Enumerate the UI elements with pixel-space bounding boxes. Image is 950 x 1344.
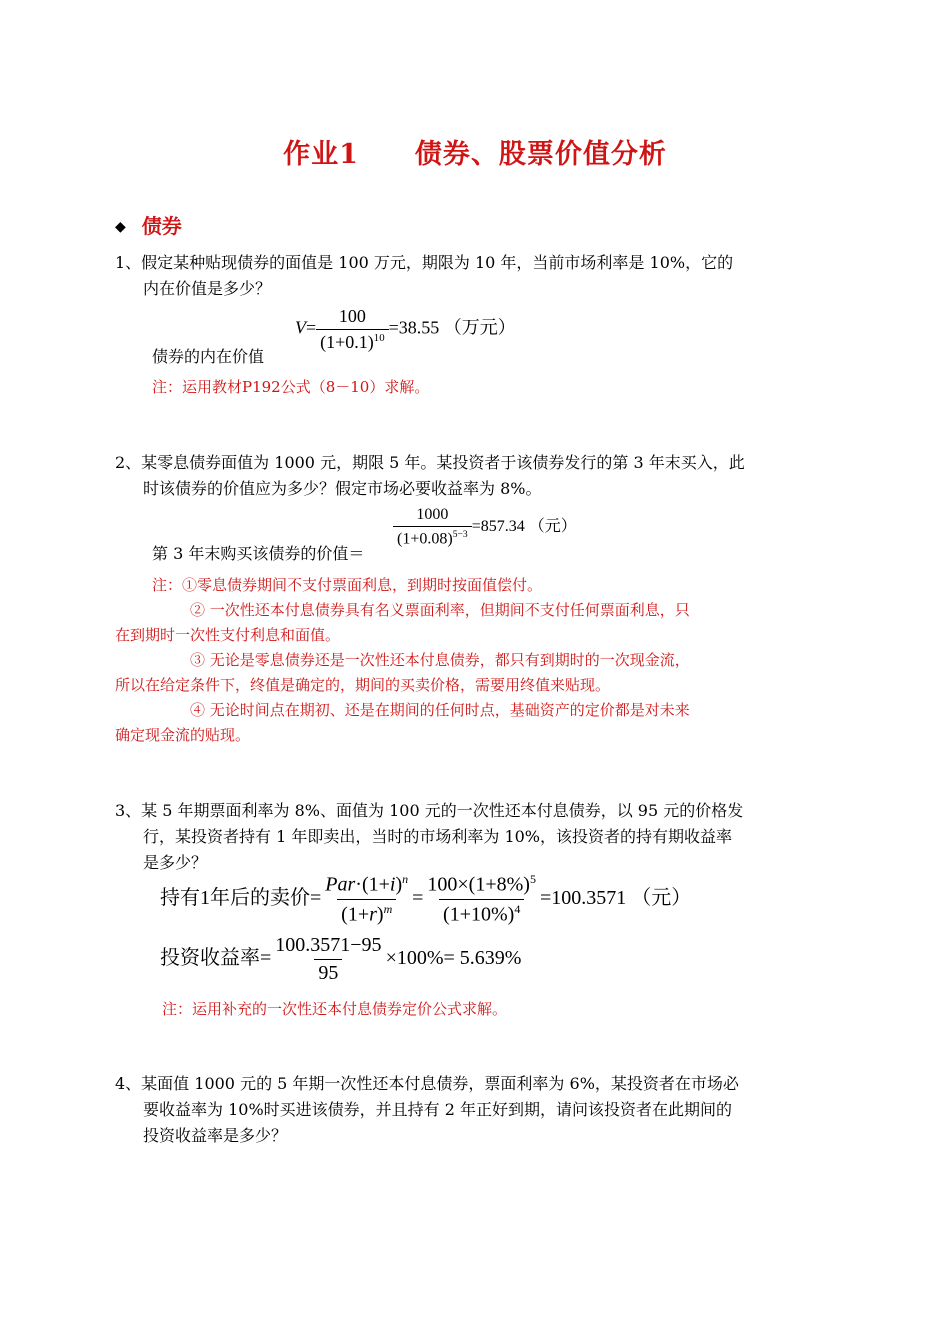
q2-note-3b: 所以在给定条件下，终值是确定的，期间的买卖价格，需要用终值来贴现。: [115, 676, 611, 694]
q3-note: 注：运用补充的一次性还本付息债券定价公式求解。: [162, 1000, 508, 1018]
q3-line2: 行，某投资者持有 1 年即卖出，当时的市场利率为 10%，该投资者的持有期收益率: [143, 827, 733, 846]
diamond-bullet-icon: ◆: [115, 219, 126, 235]
title-part2: 债券、股票价值分析: [414, 139, 667, 170]
section-label: 债券: [141, 214, 182, 238]
q2-note-1: 注：①零息债券期间不支付票面利息，到期时按面值偿付。: [152, 576, 543, 594]
q3-line1: 3、某 5 年期票面利率为 8%、面值为 100 元的一次性还本付息债券，以 95 元的价格发: [115, 801, 744, 820]
q4-line2: 要收益率为 10%时买进该债券，并且持有 2 年正好到期，请问该投资者在此期间的: [143, 1100, 733, 1119]
q1-label: 债券的内在价值: [152, 347, 265, 366]
q2-note-2b: 在到期时一次性支付利息和面值。: [115, 626, 341, 644]
page-title: [0, 132, 950, 171]
q2-formula: $\frac{1000}{(1+0.08)^{5-3}}$ =857.34 （元）: [393, 506, 577, 548]
section-heading: [115, 210, 182, 239]
q2-label: 第 3 年末购买该债券的价值＝: [152, 544, 365, 563]
q2-line1: 2、某零息债券面值为 1000 元，期限 5 年。某投资者于该债券发行的第 3 年末买入，此: [115, 453, 745, 472]
title-part1: 作业1: [283, 139, 359, 170]
q3-formula-return: 投资收益率= $\frac{100.3571-95}{95}$ ×100%= 5.639%: [160, 934, 522, 984]
q4-line3: 投资收益率是多少？: [143, 1126, 288, 1145]
q2-note-4: ④ 无论时间点在期初、还是在期间的任何时点，基础资产的定价都是对未来: [190, 701, 690, 719]
q2-note-4b: 确定现金流的贴现。: [115, 726, 251, 744]
q1-line2: 内在价值是多少？: [143, 279, 272, 298]
q2-note-3: ③ 无论是零息债券还是一次性还本付息债券，都只有到期时的一次现金流，: [190, 651, 690, 669]
q1-note: 注：运用教材P192公式（8－10）求解。: [152, 378, 430, 396]
q4-line1: 4、某面值 1000 元的 5 年期一次性还本付息债券，票面利率为 6%，某投资者在市场必: [115, 1074, 739, 1093]
q2-note-2: ② 一次性还本付息债券具有名义票面利率，但期间不支付任何票面利息，只: [190, 601, 690, 619]
q2-line2: 时该债券的价值应为多少？假定市场必要收益率为 8%。: [143, 479, 542, 498]
q1-line1: 1、假定某种贴现债券的面值是 100 万元，期限为 10 年，当前市场利率是 10%，它的: [115, 253, 734, 272]
q3-line3: 是多少？: [143, 853, 208, 872]
q1-formula: V= $\frac{100}{(1+0.1)^{10}}$ =38.55 （万元）: [295, 306, 516, 352]
q3-formula-price: 持有1年后的卖价= $\frac{Par\cdot(1+i)^n}{(1+r)^m}$ = $\frac{100\times(1+8\%)^5}{(1+10\%)^4}$ =100.3571 （元）: [160, 872, 692, 926]
